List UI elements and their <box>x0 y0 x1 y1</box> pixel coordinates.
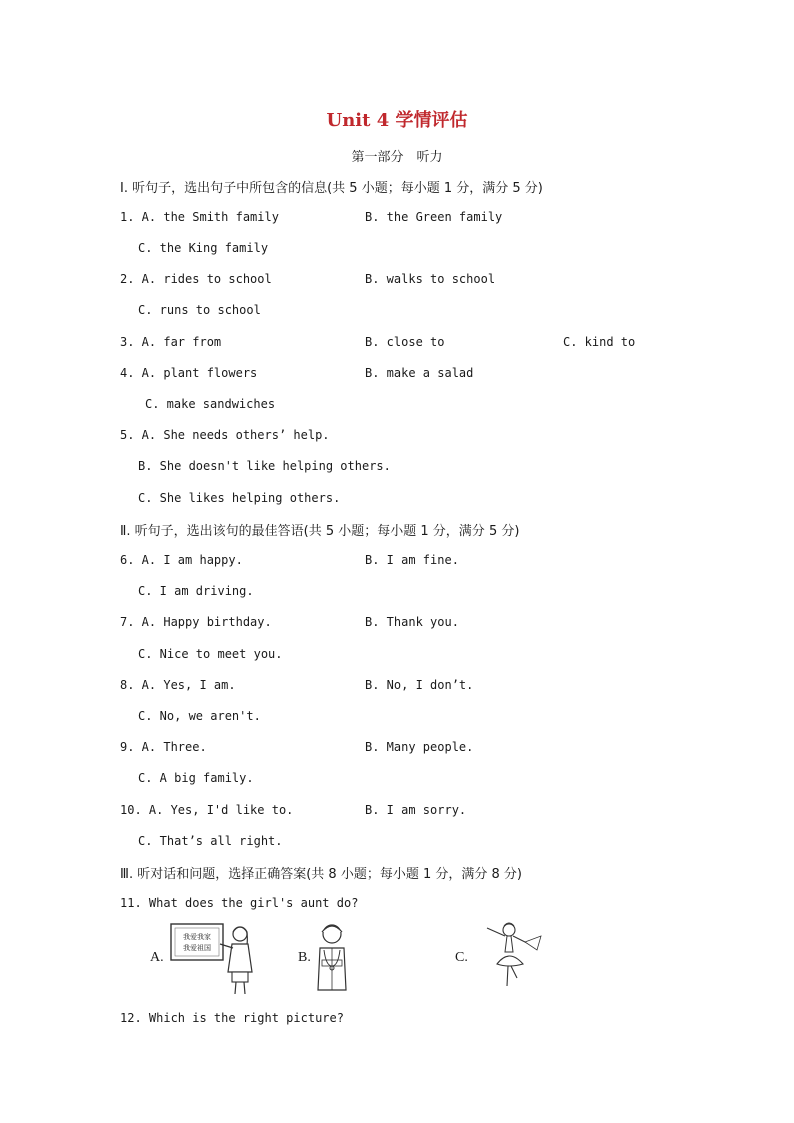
q7-option-a[interactable]: 7. A. Happy birthday. <box>120 615 272 629</box>
q8-option-c[interactable]: C. No, we aren't. <box>138 709 261 723</box>
page-title: Unit 4 学情评估 <box>326 110 468 131</box>
q5-option-a[interactable]: 5. A. She needs others’ help. <box>120 428 330 442</box>
q10-option-b[interactable]: B. I am sorry. <box>365 803 467 817</box>
q10-option-a[interactable]: 10. A. Yes, I'd like to. <box>120 803 294 817</box>
q9-option-c[interactable]: C. A big family. <box>138 771 254 785</box>
q7-option-b[interactable]: B. Thank you. <box>365 615 459 629</box>
section-1-heading: Ⅰ. 听句子，选出句子中所包含的信息(共 5 小题；每小题 1 分，满分 5 分) <box>120 181 543 196</box>
q4-option-c[interactable]: C. make sandwiches <box>145 397 276 411</box>
q12-stem: 12. Which is the right picture? <box>120 1011 344 1025</box>
q11-option-a-label[interactable]: A. <box>150 950 164 965</box>
q8-option-b[interactable]: B. No, I don’t. <box>365 678 474 692</box>
q1-option-b[interactable]: B. the Green family <box>365 210 503 224</box>
q9-option-b[interactable]: B. Many people. <box>365 740 474 754</box>
part-heading: 第一部分 听力 <box>351 150 443 165</box>
q4-option-a[interactable]: 4. A. plant flowers <box>120 366 258 380</box>
q2-option-c[interactable]: C. runs to school <box>138 303 261 317</box>
q3-option-b[interactable]: B. close to <box>365 335 445 349</box>
q5-option-b[interactable]: B. She doesn't like helping others. <box>138 459 391 473</box>
teacher-illustration[interactable] <box>168 920 258 996</box>
q6-option-b[interactable]: B. I am fine. <box>365 553 459 567</box>
q6-option-a[interactable]: 6. A. I am happy. <box>120 553 243 567</box>
q8-option-a[interactable]: 8. A. Yes, I am. <box>120 678 236 692</box>
q3-option-a[interactable]: 3. A. far from <box>120 335 222 349</box>
dancer-illustration[interactable] <box>477 918 543 990</box>
q11-option-b-label[interactable]: B. <box>298 950 311 965</box>
q7-option-c[interactable]: C. Nice to meet you. <box>138 647 283 661</box>
section-2-heading: Ⅱ. 听句子，选出该句的最佳答语(共 5 小题；每小题 1 分，满分 5 分) <box>120 524 520 539</box>
board-text-line-2: 我爱祖国 <box>183 944 211 952</box>
section-3-heading: Ⅲ. 听对话和问题，选择正确答案(共 8 小题；每小题 1 分，满分 8 分) <box>120 867 522 882</box>
q5-option-c[interactable]: C. She likes helping others. <box>138 491 341 505</box>
board-text-line-1: 我爱我家 <box>183 933 211 941</box>
q2-option-b[interactable]: B. walks to school <box>365 272 496 286</box>
q3-option-c[interactable]: C. kind to <box>563 335 636 349</box>
q2-option-a[interactable]: 2. A. rides to school <box>120 272 272 286</box>
doctor-illustration[interactable] <box>312 920 352 996</box>
q11-stem: 11. What does the girl's aunt do? <box>120 896 359 910</box>
q6-option-c[interactable]: C. I am driving. <box>138 584 254 598</box>
q4-option-b[interactable]: B. make a salad <box>365 366 474 380</box>
q10-option-c[interactable]: C. That’s all right. <box>138 834 283 848</box>
q1-option-a[interactable]: 1. A. the Smith family <box>120 210 279 224</box>
q9-option-a[interactable]: 9. A. Three. <box>120 740 207 754</box>
q1-option-c[interactable]: C. the King family <box>138 241 269 255</box>
q11-option-c-label[interactable]: C. <box>455 950 468 965</box>
